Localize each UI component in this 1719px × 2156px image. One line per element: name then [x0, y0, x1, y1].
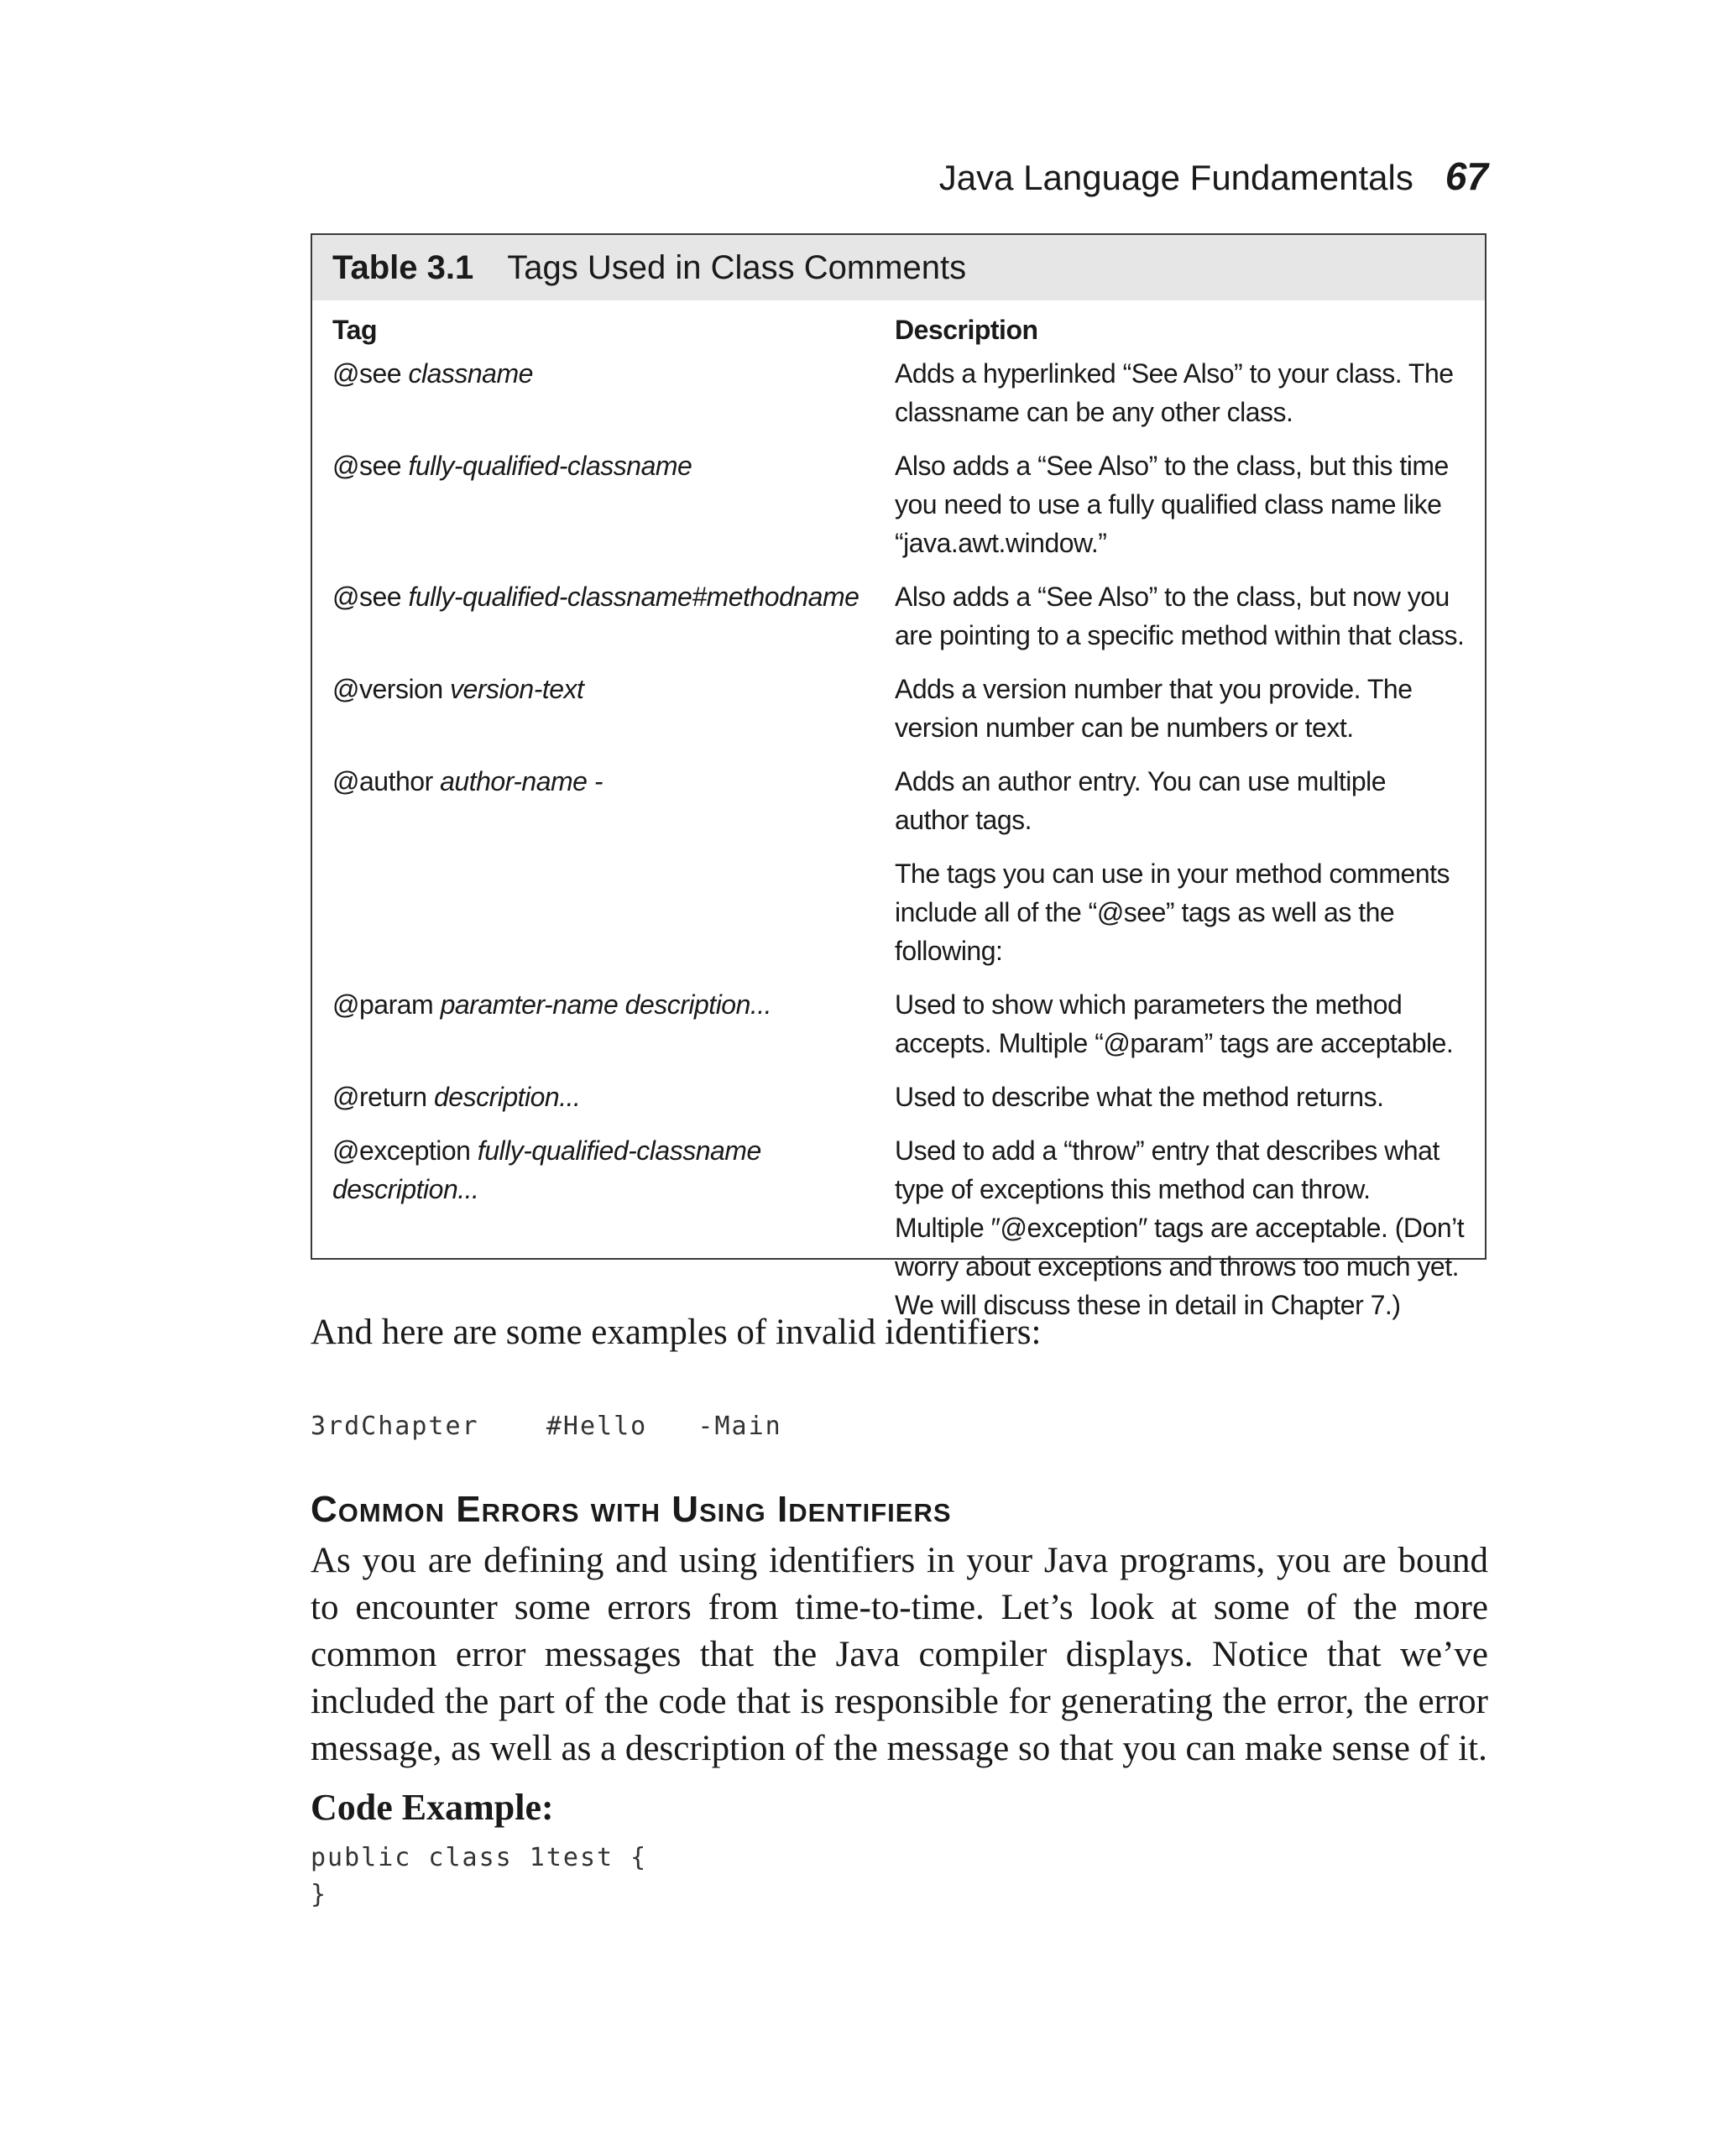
- column-header-description: Description: [895, 315, 1038, 345]
- table-rows: [332, 354, 1485, 1324]
- running-head: [311, 151, 1488, 203]
- table-row: [332, 577, 1485, 655]
- tag-name: @version: [332, 674, 443, 704]
- column-header-tag: Tag: [332, 315, 378, 345]
- tag-cell: [332, 1078, 895, 1116]
- code-line: public class 1test {: [311, 1843, 648, 1872]
- tag-name: @exception: [332, 1135, 471, 1166]
- tag-argument: description...: [433, 1082, 581, 1112]
- code-example-label: Code Example:: [311, 1787, 554, 1828]
- tag-cell: [332, 670, 895, 747]
- tag-cell: [332, 854, 895, 970]
- table-label: Table 3.1: [332, 248, 474, 286]
- description-cell: Used to describe what the method returns.: [895, 1082, 1384, 1112]
- section-heading: Common Errors with Using Identifiers: [311, 1489, 952, 1530]
- tags-table: [311, 233, 1486, 1320]
- table-row: [332, 985, 1485, 1062]
- tag-name: @return: [332, 1082, 427, 1112]
- tag-cell: [332, 446, 895, 562]
- description-cell: The tags you can use in your method comments include all of the “@see” tags as well as the following:: [895, 859, 1450, 966]
- tag-argument: fully-qualified-classname#methodname: [408, 582, 860, 612]
- table-row: [332, 354, 1485, 431]
- tag-cell: [332, 985, 895, 1062]
- tag-argument: paramter-name description...: [440, 989, 772, 1020]
- code-line: }: [311, 1880, 328, 1909]
- description-cell: Also adds a “See Also” to the class, but this time you need to use a fully qualified class name like “java.awt.window.”: [895, 451, 1449, 558]
- table-row: [332, 854, 1485, 970]
- table-row: [332, 762, 1485, 839]
- running-head-title: Java Language Fundamentals: [938, 158, 1413, 197]
- tag-argument: fully-qualified-classname description...: [332, 1135, 761, 1204]
- table-row: [332, 446, 1485, 562]
- description-cell: Adds a hyperlinked “See Also” to your class. The classname can be any other class.: [895, 358, 1454, 427]
- intro-text: And here are some examples of invalid identifiers:: [311, 1313, 1042, 1352]
- table-row: [332, 1078, 1485, 1116]
- description-cell: Adds a version number that you provide. The version number can be numbers or text.: [895, 674, 1413, 743]
- table-row: [332, 1131, 1485, 1324]
- tag-name: @author: [332, 766, 433, 796]
- section-paragraph: As you are defining and using identifiers in your Java programs, you are bound to encounter some errors from time-to-time. Let’s look at some of the more common error messages that the Java compiler displays. Notice that we’ve included the part of the code that is responsible for generating the error, the error message, as well as a description of the message so that you can make sense of it.: [311, 1541, 1488, 1768]
- table-header-row: [332, 311, 1485, 349]
- tag-cell: [332, 354, 895, 431]
- tag-name: @see: [332, 451, 402, 481]
- description-cell: Also adds a “See Also” to the class, but now you are pointing to a specific method within that class.: [895, 582, 1465, 650]
- tag-cell: [332, 577, 895, 655]
- description-cell: Used to show which parameters the method accepts. Multiple “@param” tags are acceptable.: [895, 989, 1454, 1058]
- tag-argument: version-text: [450, 674, 584, 704]
- tag-name: @see: [332, 358, 402, 389]
- tag-argument: author-name -: [440, 766, 603, 796]
- page-number: 67: [1445, 154, 1488, 198]
- invalid-identifiers-code: 3rdChapter #Hello -Main: [311, 1412, 782, 1441]
- table-row: [332, 670, 1485, 747]
- description-cell: Used to add a “throw” entry that describes what type of exceptions this method can throw. Multiple ″@exception″ tags are acceptable. (Don’t worry about exceptions and throws too much yet. We will discuss these in detail in Chapter 7.): [895, 1135, 1465, 1320]
- table-body: [312, 300, 1485, 1324]
- tag-argument: fully-qualified-classname: [408, 451, 692, 481]
- table-title: Tags Used in Class Comments: [507, 248, 967, 286]
- tag-cell: [332, 1131, 895, 1324]
- description-cell: Adds an author entry. You can use multiple author tags.: [895, 766, 1387, 835]
- tag-name: @param: [332, 989, 434, 1020]
- table-caption: [312, 235, 1485, 300]
- tag-name: @see: [332, 582, 402, 612]
- tag-cell: [332, 762, 895, 839]
- tag-argument: classname: [408, 358, 533, 389]
